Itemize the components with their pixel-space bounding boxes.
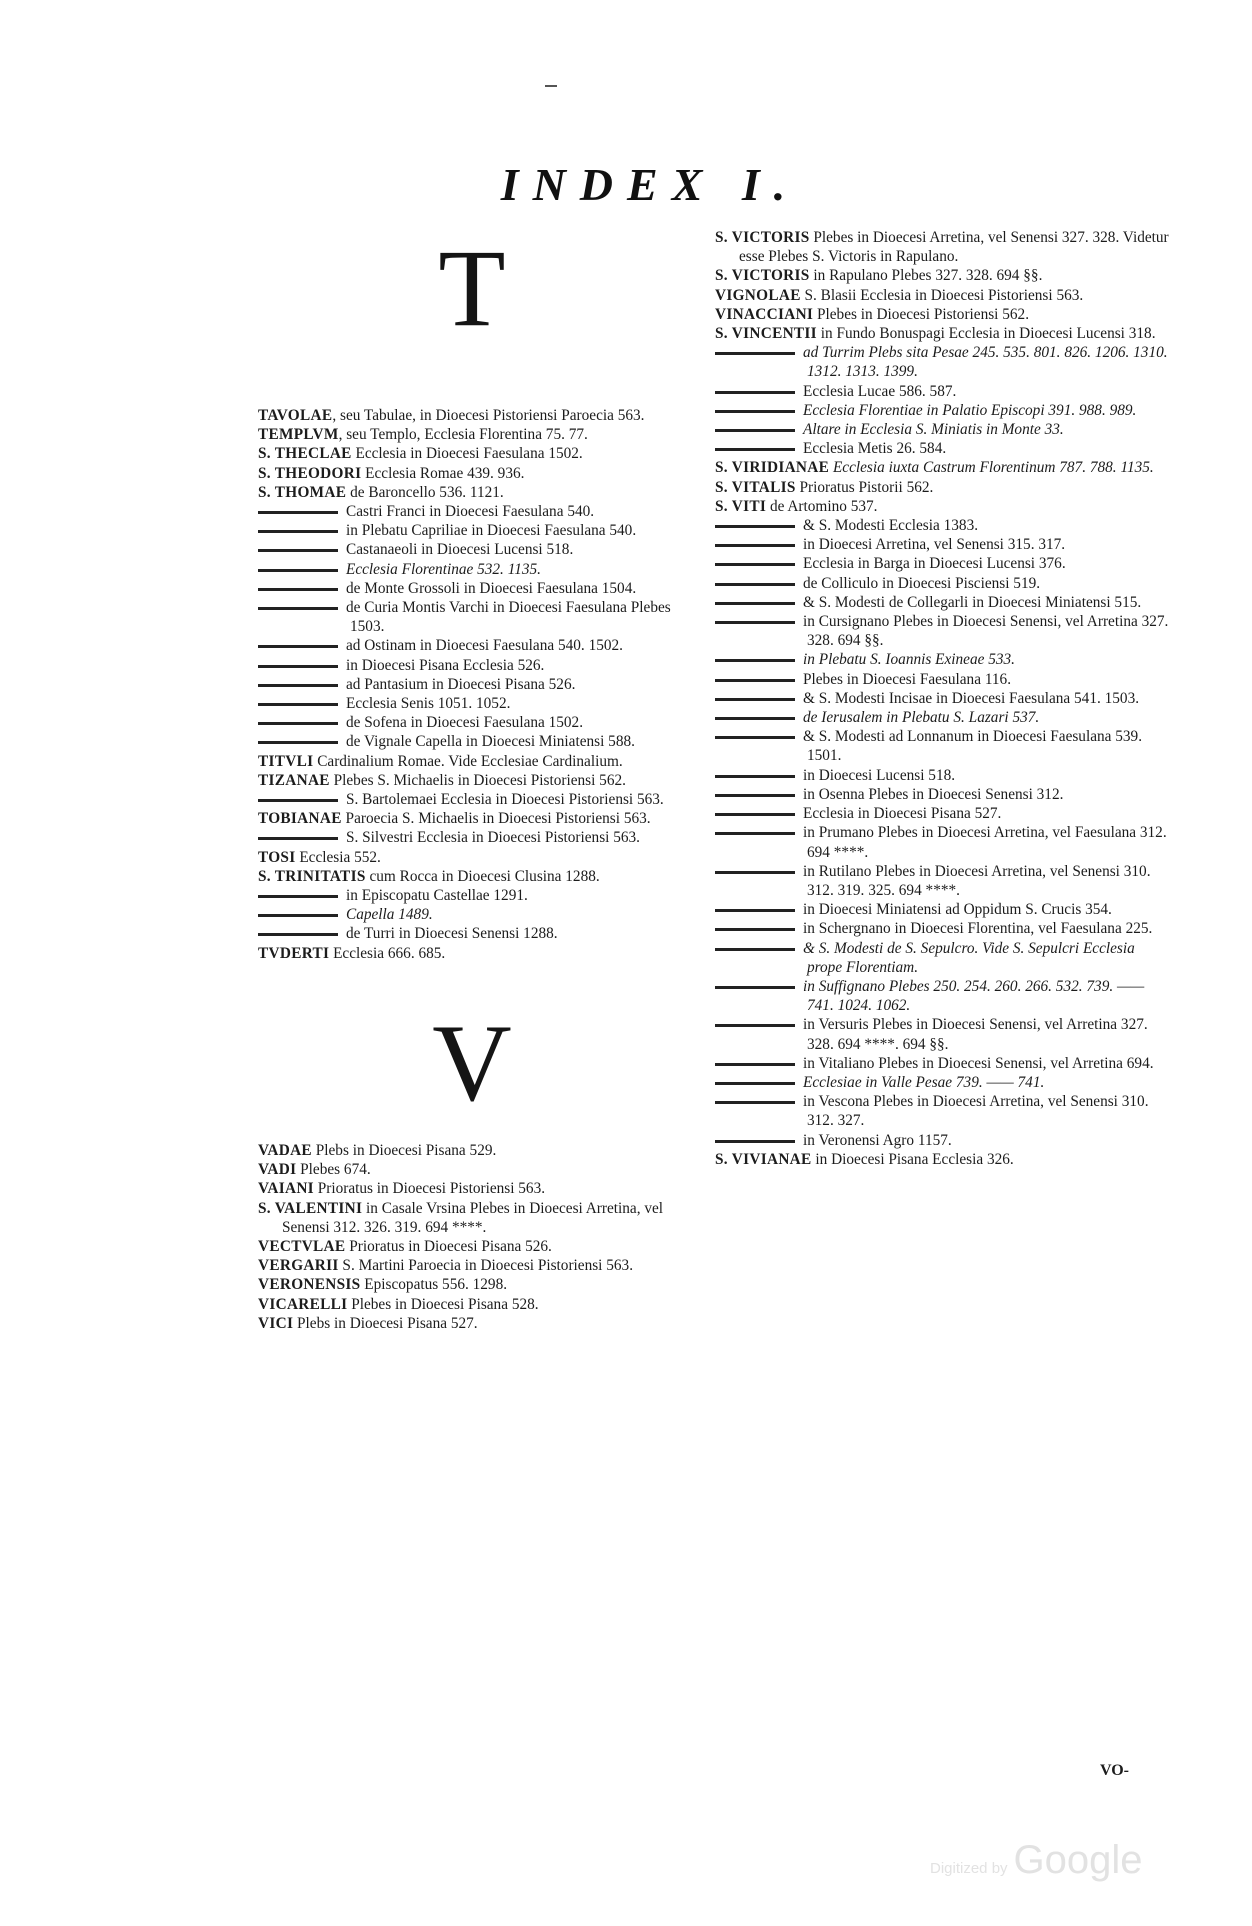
index-subentry: in Vescona Plebes in Dioecesi Arretina, vel Senensi 310. 312. 327.	[715, 1092, 1173, 1130]
index-subentry: Altare in Ecclesia S. Miniatis in Monte 33.	[715, 420, 1173, 439]
index-subentry: in Schergnano in Dioecesi Florentina, vel Faesulana 225.	[715, 919, 1173, 938]
index-subentry: Ecclesia in Dioecesi Pisana 527.	[715, 804, 1173, 823]
index-entry: TOSI Ecclesia 552.	[258, 848, 381, 866]
index-entry: TOBIANAE Paroecia S. Michaelis in Dioecesi Pistoriensi 563.	[258, 810, 651, 828]
index-subentry: in Suffignano Plebes 250. 254. 260. 266. 532. 739. —— 741. 1024. 1062.	[715, 977, 1173, 1015]
index-entry: TITVLI Cardinalium Romae. Vide Ecclesiae Cardinalium.	[258, 752, 623, 770]
index-subentry: Ecclesia in Barga in Dioecesi Lucensi 376.	[715, 554, 1173, 573]
index-subentry: de Sofena in Dioecesi Faesulana 1502.	[258, 713, 686, 732]
initial-letter-t: T	[438, 227, 506, 349]
index-subentry: in Dioecesi Arretina, vel Senensi 315. 317.	[715, 535, 1173, 554]
index-entry: TIZANAE Plebes S. Michaelis in Dioecesi Pistoriensi 562.	[258, 771, 626, 789]
index-subentry: in Prumano Plebes in Dioecesi Arretina, vel Faesulana 312. 694 ****.	[715, 823, 1173, 861]
index-subentry: in Vitaliano Plebes in Dioecesi Senensi, vel Arretina 694.	[715, 1054, 1173, 1073]
index-subentry: & S. Modesti Ecclesia 1383.	[715, 516, 1173, 535]
index-subentry: & S. Modesti de Collegarli in Dioecesi Miniatensi 515.	[715, 593, 1173, 612]
index-subentry: de Turri in Dioecesi Senensi 1288.	[258, 924, 686, 943]
index-entry: S. VICTORIS Plebes in Dioecesi Arretina, vel Senensi 327. 328. Videtur esse Plebes S. Victoris in Rapulano.	[715, 229, 1169, 266]
index-subentry: & S. Modesti Incisae in Dioecesi Faesulana 541. 1503.	[715, 689, 1173, 708]
index-entry: VICI Plebs in Dioecesi Pisana 527.	[258, 1314, 478, 1332]
left-column	[258, 228, 686, 1333]
index-subentry: Ecclesia Florentiae in Palatio Episcopi 391. 988. 989.	[715, 401, 1173, 420]
index-subentry: S. Bartolemaei Ecclesia in Dioecesi Pistoriensi 563.	[258, 790, 686, 809]
subentries-viti	[715, 516, 1173, 1150]
index-entry: TAVOLAE, seu Tabulae, in Dioecesi Pistoriensi Paroecia 563.	[258, 407, 645, 424]
subentries-thomae	[258, 502, 686, 752]
index-entry: S. VIVIANAE in Dioecesi Pisana Ecclesia 326.	[715, 1150, 1014, 1168]
index-subentry: Ecclesia Metis 26. 584.	[715, 439, 1173, 458]
index-subentry: Ecclesia Florentinae 532. 1135.	[258, 560, 686, 579]
index-entry: VAIANI Prioratus in Dioecesi Pistoriensi 563.	[258, 1180, 546, 1198]
index-subentry: Capella 1489.	[258, 905, 686, 924]
index-subentry: in Plebatu S. Ioannis Exineae 533.	[715, 650, 1173, 669]
index-subentry: Ecclesia Lucae 586. 587.	[715, 382, 1173, 401]
index-subentry: in Plebatu Capriliae in Dioecesi Faesulana 540.	[258, 521, 686, 540]
index-subentry: ad Pantasium in Dioecesi Pisana 526.	[258, 675, 686, 694]
index-entry: S. THOMAE de Baroncello 536. 1121.	[258, 483, 504, 501]
index-entry: S. THECLAE Ecclesia in Dioecesi Faesulana 1502.	[258, 445, 583, 463]
index-entry: VINACCIANI Plebes in Dioecesi Pistoriensi 562.	[715, 305, 1030, 323]
index-subentry: in Dioecesi Pisana Ecclesia 526.	[258, 656, 686, 675]
index-entry: S. TRINITATIS cum Rocca in Dioecesi Clusina 1288.	[258, 867, 600, 885]
index-entry: S. VINCENTII in Fundo Bonuspagi Ecclesia in Dioecesi Lucensi 318.	[715, 325, 1156, 343]
index-entry: TEMPLVM, seu Templo, Ecclesia Florentina 75. 77.	[258, 426, 588, 444]
index-entry: VIGNOLAE S. Blasii Ecclesia in Dioecesi Pistoriensi 563.	[715, 286, 1084, 304]
index-subentry: in Episcopatu Castellae 1291.	[258, 886, 686, 905]
index-subentry: & S. Modesti ad Lonnanum in Dioecesi Faesulana 539. 1501.	[715, 727, 1173, 765]
index-entry: S. VITI de Artomino 537.	[715, 497, 878, 515]
index-entry: S. VICTORIS in Rapulano Plebes 327. 328. 694 §§.	[715, 267, 1043, 285]
index-subentry: in Dioecesi Lucensi 518.	[715, 766, 1173, 785]
index-subentry: in Cursignano Plebes in Dioecesi Senensi, vel Arretina 327. 328. 694 §§.	[715, 612, 1173, 650]
index-subentry: Ecclesia Senis 1051. 1052.	[258, 694, 686, 713]
index-entry: S. THEODORI Ecclesia Romae 439. 936.	[258, 464, 525, 482]
index-entry: VECTVLAE Prioratus in Dioecesi Pisana 526.	[258, 1237, 552, 1255]
index-subentry: de Vignale Capella in Dioecesi Miniatensi 588.	[258, 732, 686, 751]
index-subentry: Castanaeoli in Dioecesi Lucensi 518.	[258, 540, 686, 559]
index-subentry: Castri Franci in Dioecesi Faesulana 540.	[258, 502, 686, 521]
index-subentry: de Curia Montis Varchi in Dioecesi Faesulana Plebes 1503.	[258, 598, 686, 636]
index-subentry: in Versuris Plebes in Dioecesi Senensi, vel Arretina 327. 328. 694 ****. 694 §§.	[715, 1015, 1173, 1053]
right-column	[715, 228, 1173, 1169]
catchword: VO-	[1100, 1762, 1130, 1779]
index-entry: VERONENSIS Episcopatus 556. 1298.	[258, 1276, 508, 1294]
index-entry: VADI Plebes 674.	[258, 1161, 371, 1179]
index-entry: S. VITALIS Prioratus Pistorii 562.	[715, 478, 934, 496]
index-subentry: de Monte Grossoli in Dioecesi Faesulana 1504.	[258, 579, 686, 598]
index-subentry: in Dioecesi Miniatensi ad Oppidum S. Crucis 354.	[715, 900, 1173, 919]
index-subentry: & S. Modesti de S. Sepulcro. Vide S. Sepulcri Ecclesia prope Florentiam.	[715, 939, 1173, 977]
index-subentry: Plebes in Dioecesi Faesulana 116.	[715, 670, 1173, 689]
index-subentry: de Ierusalem in Plebatu S. Lazari 537.	[715, 708, 1173, 727]
initial-letter-v: V	[432, 1001, 512, 1124]
index-entry: VADAE Plebs in Dioecesi Pisana 529.	[258, 1141, 497, 1159]
index-entry: TVDERTI Ecclesia 666. 685.	[258, 944, 446, 962]
entries-v	[258, 1141, 686, 1333]
index-subentry: in Osenna Plebes in Dioecesi Senensi 312.	[715, 785, 1173, 804]
index-subentry: Ecclesiae in Valle Pesae 739. —— 741.	[715, 1073, 1173, 1092]
index-title: INDEX I.	[500, 159, 800, 210]
index-entry: S. VALENTINI in Casale Vrsina Plebes in Dioecesi Arretina, vel Senensi 312. 326. 319. 694 ****.	[258, 1199, 664, 1236]
index-entry: S. VIRIDIANAE Ecclesia iuxta Castrum Florentinum 787. 788. 1135.	[715, 459, 1154, 477]
index-subentry: in Veronensi Agro 1157.	[715, 1131, 1173, 1150]
index-subentry: in Rutilano Plebes in Dioecesi Arretina, vel Senensi 310. 312. 319. 325. 694 ****.	[715, 862, 1173, 900]
index-subentry: ad Ostinam in Dioecesi Faesulana 540. 1502.	[258, 636, 686, 655]
index-subentry: S. Silvestri Ecclesia in Dioecesi Pistoriensi 563.	[258, 828, 686, 847]
index-subentry: de Colliculo in Dioecesi Pisciensi 519.	[715, 574, 1173, 593]
page-top-mark	[545, 85, 557, 87]
index-subentry: ad Turrim Plebs sita Pesae 245. 535. 801. 826. 1206. 1310. 1312. 1313. 1399.	[715, 343, 1173, 381]
index-entry: VICARELLI Plebes in Dioecesi Pisana 528.	[258, 1295, 539, 1313]
entries-t	[258, 406, 686, 502]
digitized-watermark: Digitized by Google	[930, 1838, 1143, 1882]
index-entry: VERGARII S. Martini Paroecia in Dioecesi Pistoriensi 563.	[258, 1257, 634, 1275]
